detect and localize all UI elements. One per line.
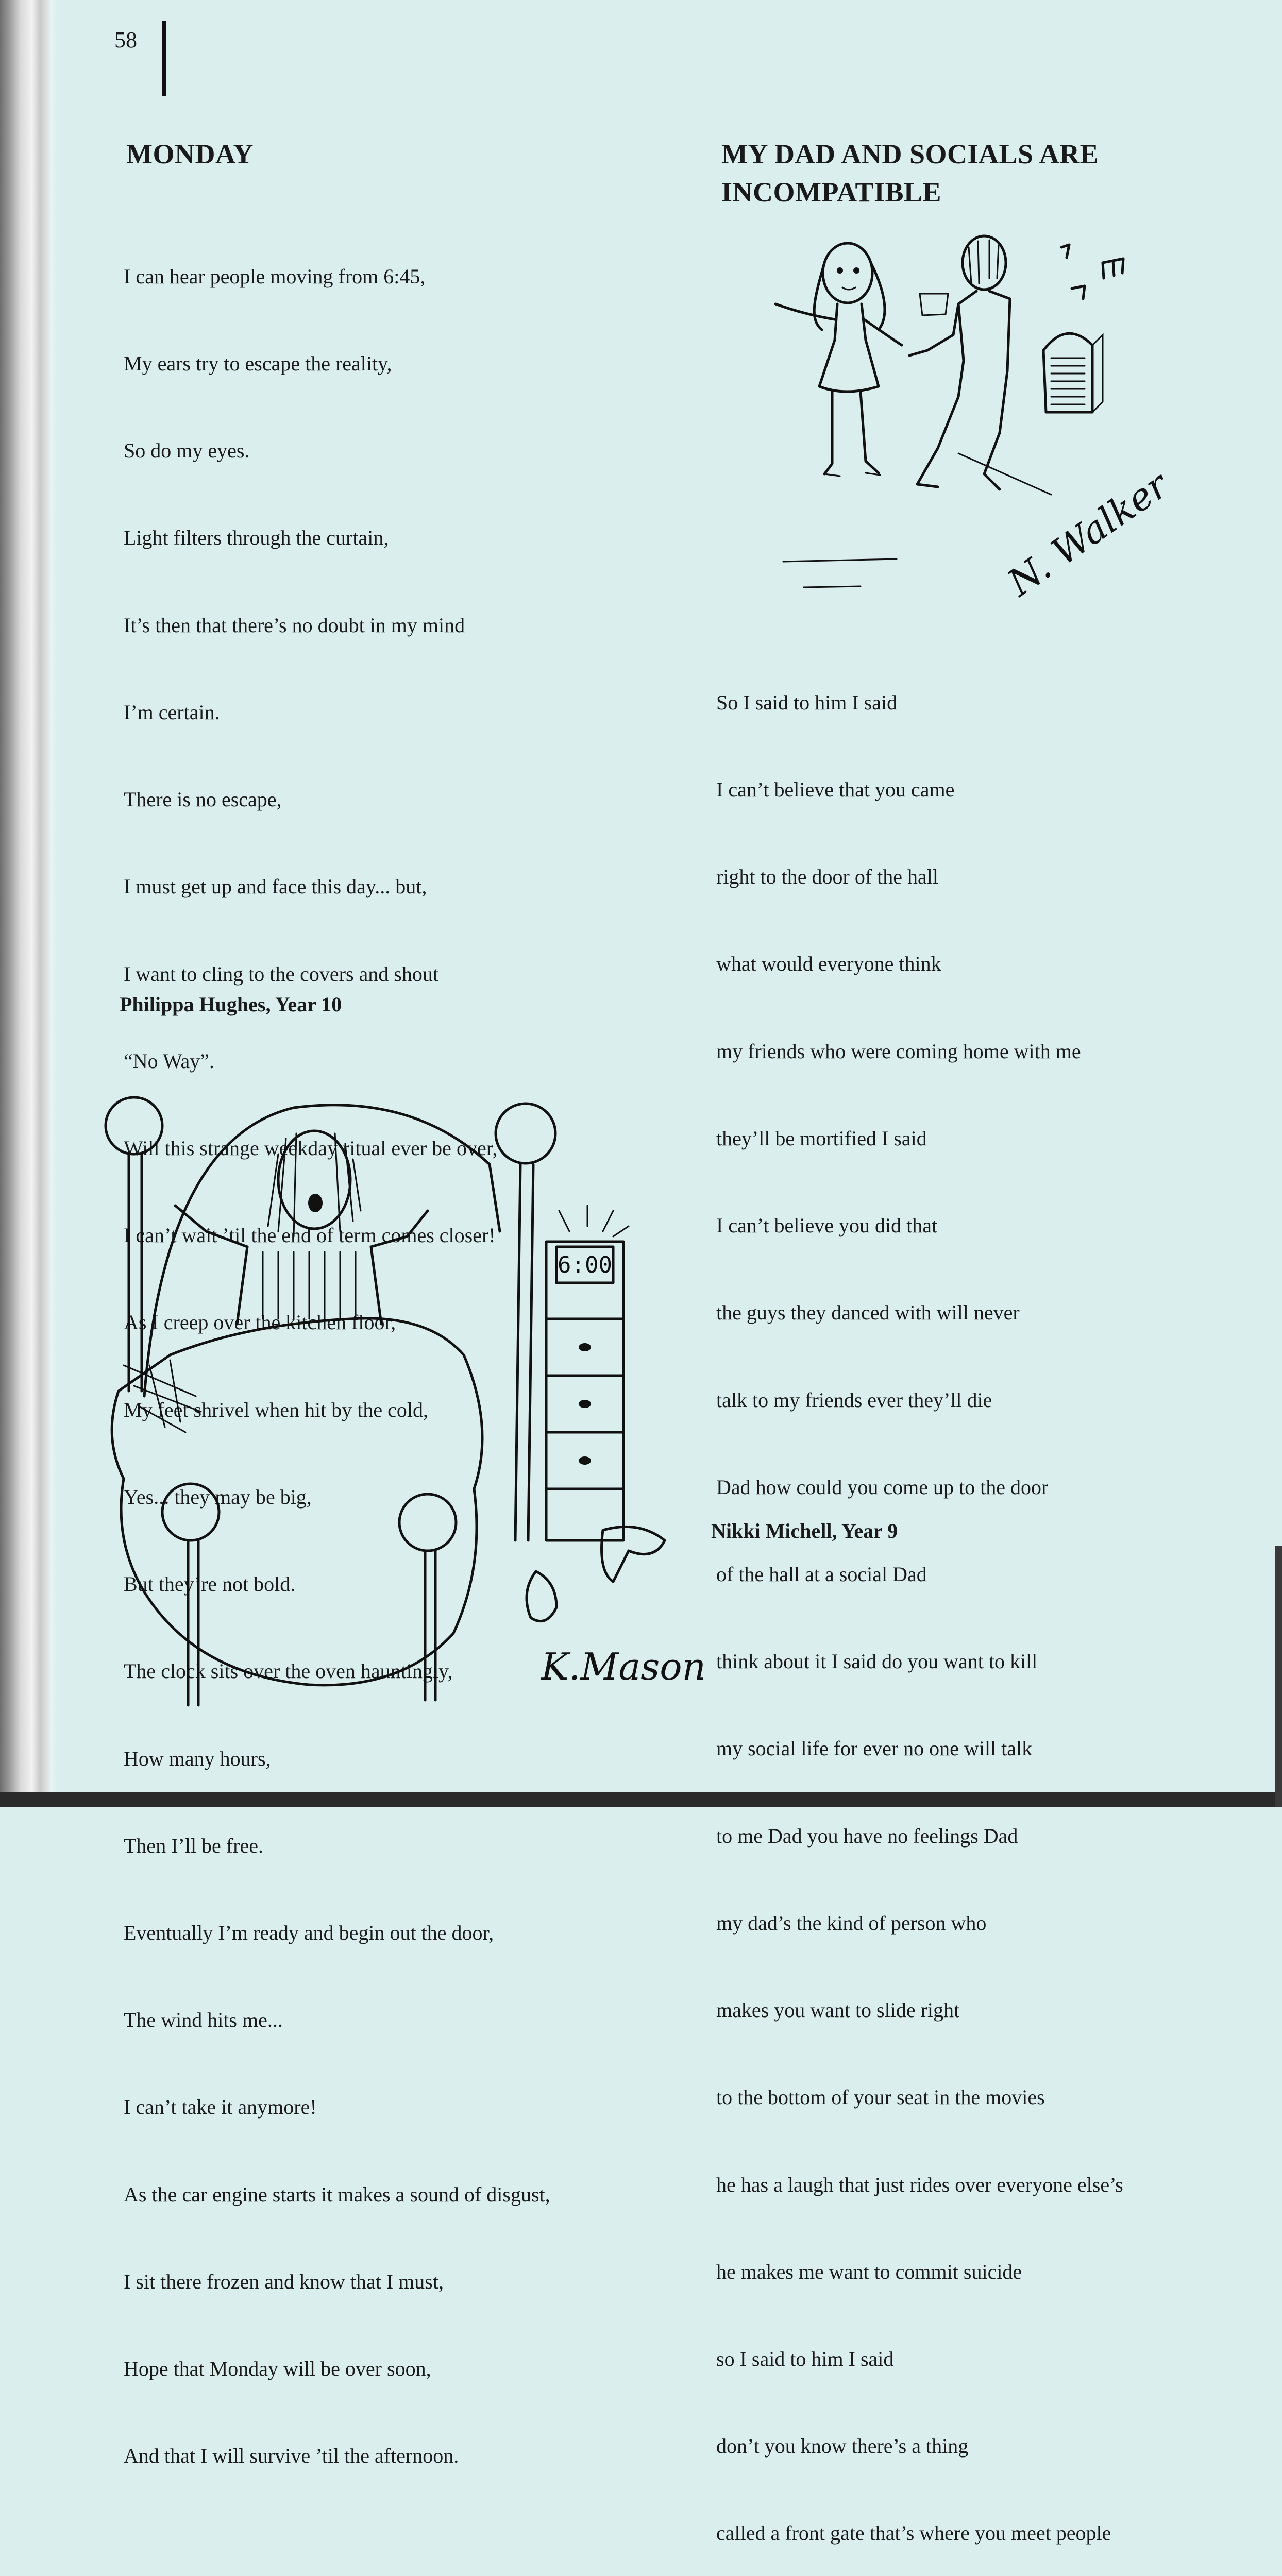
poem-line: Hope that Monday will be over soon,: [124, 2357, 431, 2381]
poem-line: think about it I said do you want to kill: [716, 1650, 1038, 1673]
poem-line: I must get up and face this day... but,: [124, 875, 427, 899]
poem-line: don’t you know there’s a thing: [716, 2434, 969, 2458]
poem-line: he makes me want to commit suicide: [716, 2260, 1022, 2283]
poem-line: I can’t believe you did that: [716, 1214, 938, 1238]
poem-line: I can’t believe that you came: [716, 778, 955, 802]
poem-line: I can hear people moving from 6:45,: [124, 264, 426, 288]
boy-figure: [909, 236, 1010, 489]
poem-line: As I creep over the kitchen floor,: [124, 1311, 396, 1334]
byline-philippa-hughes: Philippa Hughes, Year 10: [120, 993, 342, 1016]
poem-title-dad-socials: MY DAD AND SOCIALS ARE INCOMPATIBLE: [721, 139, 1099, 208]
blanket-hatching: [124, 1360, 201, 1432]
poem-line: Eventually I’m ready and begin out the door,: [124, 1921, 494, 1944]
poem-line: right to the door of the hall: [716, 865, 939, 889]
headboard: [144, 1105, 500, 1396]
poem-line: Dad how could you come up to the door: [716, 1475, 1049, 1499]
poem-line: I can’t wait ’til the end of term comes closer!: [124, 1224, 496, 1247]
poem-line: But they’re not bold.: [124, 1572, 296, 1596]
sock-drawing-2: [527, 1571, 556, 1621]
poem-line: The clock sits over the oven hauntingly,: [124, 1659, 453, 1683]
poem-line: he has a laugh that just rides over everyone else’s: [716, 2173, 1123, 2196]
poem-line: I can’t take it anymore!: [124, 2095, 317, 2119]
poem-line: And that I will survive ’til the afternoon.: [124, 2444, 459, 2468]
poem-line: It’s then that there’s no doubt in my mind: [124, 613, 465, 637]
poem-line: my friends who were coming home with me: [716, 1039, 1081, 1063]
bedside-drawers: [546, 1206, 629, 1540]
sock-drawing: [602, 1527, 665, 1582]
signature-k-mason: K.Mason: [541, 1645, 706, 1688]
poem-body-dad-socials: [716, 630, 1136, 2576]
poem-line: The wind hits me...: [124, 2008, 283, 2032]
poem-line: I sit there frozen and know that I must,: [124, 2269, 444, 2293]
poem-line: called a front gate that’s where you meet people: [716, 2521, 1111, 2545]
book-binding-edge: [0, 0, 57, 1807]
poem-line: So do my eyes.: [124, 439, 250, 463]
bed-covers: [112, 1318, 482, 1685]
poem-line: My ears try to escape the reality,: [124, 352, 392, 376]
poem-line: of the hall at a social Dad: [716, 1563, 927, 1586]
poem-line: How many hours,: [124, 1747, 271, 1770]
poem-line: my social life for ever no one will talk: [716, 1737, 1033, 1760]
poem-line: they’ll be mortified I said: [716, 1126, 927, 1150]
dance-illustration: [742, 227, 1176, 618]
jukebox-drawing: [1043, 333, 1103, 412]
poem-line: I’m certain.: [124, 700, 220, 724]
poem-line: makes you want to slide right: [716, 1998, 960, 2022]
poem-line: what would everyone think: [716, 952, 941, 976]
bed-illustration: [93, 1077, 706, 1716]
poem-line: so I said to him I said: [716, 2347, 894, 2370]
page-number-rule: [162, 21, 166, 96]
poem-line: to the bottom of your seat in the movies: [716, 2086, 1045, 2109]
byline-nikki-michell: Nikki Michell, Year 9: [711, 1519, 898, 1543]
signature-n-walker: N. Walker: [1000, 463, 1176, 605]
poem-line: My feet shrivel when hit by the cold,: [124, 1398, 428, 1421]
girl-figure: [775, 243, 902, 476]
poem-line: Then I’ll be free.: [124, 1834, 263, 1857]
scan-right-edge: [1275, 1546, 1282, 1807]
poem-line: Yes... they may be big,: [124, 1485, 312, 1509]
page-number: 58: [114, 27, 137, 53]
poem-line: Will this strange weekday ritual ever be over,: [124, 1137, 498, 1160]
poem-line: to me Dad you have no feelings Dad: [716, 1824, 1018, 1848]
poem-line: I want to cling to the covers and shout: [124, 962, 438, 986]
clock-display: 6:00: [558, 1252, 612, 1278]
poem-line: the guys they danced with will never: [716, 1301, 1020, 1325]
poem-line: There is no escape,: [124, 788, 282, 811]
music-notes: [1061, 245, 1123, 299]
poem-line: my dad’s the kind of person who: [716, 1911, 987, 1935]
poem-title-monday: MONDAY: [126, 139, 254, 170]
poem-line: As the car engine starts it makes a sound of disgust,: [124, 2182, 550, 2206]
poem-line: “No Way”.: [124, 1049, 214, 1073]
poem-line: So I said to him I said: [716, 690, 898, 714]
poem-line: talk to my friends ever they’ll die: [716, 1388, 992, 1412]
poem-line: Light filters through the curtain,: [124, 526, 389, 550]
